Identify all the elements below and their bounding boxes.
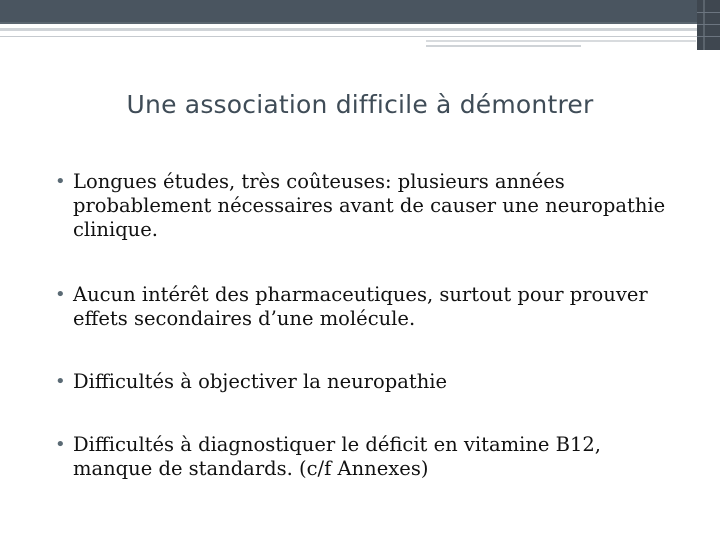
corner-decoration-line [703, 0, 705, 50]
header-bar-fill [0, 0, 720, 22]
bullet-item: • Difficultés à diagnostiquer le déficit en vitamine B12, manque de standards. (c/f Annexes) [55, 433, 670, 481]
bullet-item: • Longues études, très coûteuses: plusieurs années probablement nécessaires avant de causer une neuropathie clinique. [55, 170, 670, 242]
bullet-item: • Difficultés à objectiver la neuropathie [55, 370, 670, 394]
decorative-rule [426, 40, 696, 42]
corner-decoration-line [697, 12, 720, 13]
corner-decoration-line [697, 36, 720, 37]
header-bar-edge [0, 22, 720, 24]
header-bar [0, 0, 720, 24]
bullet-list [55, 170, 670, 481]
bullet-item: • Aucun intérêt des pharmaceutiques, surtout pour prouver effets secondaires d’une molécule. [55, 283, 670, 331]
corner-decoration-line [697, 24, 720, 25]
decorative-rule [0, 28, 705, 31]
decorative-rule [0, 36, 700, 37]
corner-decoration [697, 0, 720, 50]
decorative-rule [426, 45, 581, 47]
slide-title: Une association difficile à démontrer [126, 90, 594, 119]
